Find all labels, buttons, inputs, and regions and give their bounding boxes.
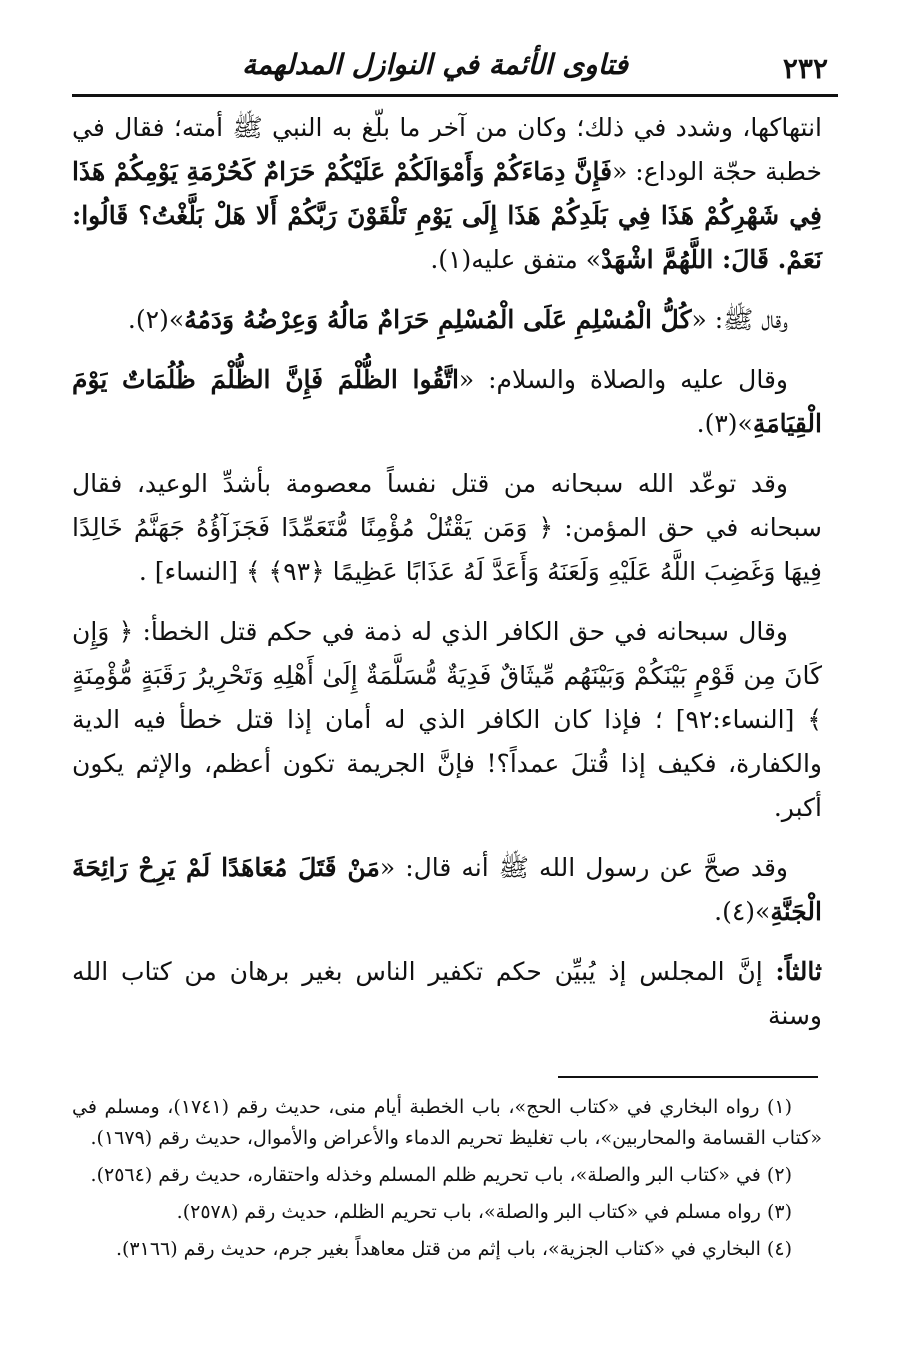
paragraph-1: انتهاكها، وشدد في ذلك؛ وكان من آخر ما بلّغ به النبي ﷺ أمته؛ فقال في خطبة حجّة الوداع: «فَإِنَّ دِمَاءَكُمْ وَأَمْوَالَكُمْ عَلَيْكُمْ حَرَامٌ كَحُرْمَةِ يَوْمِكُمْ هَذَا فِي شَهْرِكُمْ هَذَا فِي بَلَدِكُمْ هَذَا إِلَى يَوْمِ تَلْقَوْنَ رَبَّكُمْ أَلا هَلْ بَلَّغْتُ؟ قَالُوا: نَعَمْ. قَالَ: اللَّهُمَّ اشْهَدْ» متفق عليه(١).: [71, 113, 822, 274]
main-text: [72, 106, 822, 1054]
hadith-quote: اتَّقُوا الظُّلْمَ فَإِنَّ الظُّلْمَ ظُلُمَاتٌ يَوْمَ الْقِيَامَةِ: [72, 365, 822, 438]
paragraph-6: وقد صحَّ عن رسول الله ﷺ أنه قال: «مَنْ قَتَلَ مُعَاهَدًا لَمْ يَرِحْ رَائِحَةَ الْجَنَّةِ»(٤).: [72, 853, 822, 926]
paragraph-7: ثالثاً: إنَّ المجلس إذ يُبيِّن حكم تكفير الناس بغير برهان من كتاب الله وسنة: [72, 957, 822, 1030]
footnote-1: (١) رواه البخاري في «كتاب الحج»، باب الخطبة أيام منى، حديث رقم (١٧٤١)، ومسلم في «كتاب القسامة والمحاربين»، باب تغليظ تحريم الدماء والأعراض والأموال، حديث رقم (١٦٧٩).: [72, 1096, 822, 1149]
hadith-quote: مَنْ قَتَلَ مُعَاهَدًا لَمْ يَرِحْ رَائِحَةَ الْجَنَّةِ: [72, 853, 822, 926]
paragraph-3: وقال عليه والصلاة والسلام: «اتَّقُوا الظُّلْمَ فَإِنَّ الظُّلْمَ ظُلُمَاتٌ يَوْمَ الْقِيَامَةِ»(٣).: [72, 365, 822, 438]
hadith-quote: كُلُّ الْمُسْلِمِ عَلَى الْمُسْلِمِ حَرَامٌ مَالُهُ وَعِرْضُهُ وَدَمُهُ: [184, 305, 692, 334]
paragraph-4: وقد توعّد الله سبحانه من قتل نفساً معصومة بأشدِّ الوعيد، فقال سبحانه في حق المؤمن: ﴿ وَمَن يَقْتُلْ مُؤْمِنًا مُّتَعَمِّدًا فَجَزَآؤُهُ جَهَنَّمُ خَالِدًا فِيهَا وَغَضِبَ اللَّهُ عَلَيْهِ وَلَعَنَهُ وَأَعَدَّ لَهُ عَذَابًا عَظِيمًا ﴿٩٣﴾ ﴾ [النساء] .: [72, 469, 822, 586]
paragraph-2: وقال ﷺ: «كُلُّ الْمُسْلِمِ عَلَى الْمُسْلِمِ حَرَامٌ مَالُهُ وَعِرْضُهُ وَدَمُهُ»(٢).: [127, 305, 788, 334]
footnote-4: (٤) البخاري في «كتاب الجزية»، باب إثم من قتل معاهداً بغير جرم، حديث رقم (٣١٦٦).: [115, 1238, 792, 1260]
footnote-3: (٣) رواه مسلم في «كتاب البر والصلة»، باب تحريم الظلم، حديث رقم (٢٥٧٨).: [176, 1201, 792, 1223]
footnote-rule: [558, 1076, 818, 1078]
running-title: فتاوى الأئمة في النوازل المدلهمة: [242, 48, 629, 81]
footnotes: [72, 1092, 822, 1271]
header-rule: [72, 94, 838, 97]
paragraph-5: وقال سبحانه في حق الكافر الذي له ذمة في حكم قتل الخطأ: ﴿ وَإِن كَانَ مِن قَوْمٍ بَيْنَكُمْ وَبَيْنَهُم مِّيثَاقٌ فَدِيَةٌ مُّسَلَّمَةٌ إِلَىٰ أَهْلِهِ وَتَحْرِيرُ رَقَبَةٍ مُّؤْمِنَةٍ ﴾ [النساء:٩٢] ؛ فإذا كان الكافر الذي له أمان إذا قتل خطأ فيه الدية والكفارة، فكيف إذا قُتلَ عمداً؟! فإنَّ الجريمة تكون أعظم، والإثم يكون أكبر.: [72, 617, 822, 822]
page-number: ٢٣٢: [782, 52, 828, 85]
footnote-2: (٢) في «كتاب البر والصلة»، باب تحريم ظلم المسلم وخذله واحتقاره، حديث رقم (٢٥٦٤).: [90, 1164, 792, 1186]
section-label: ثالثاً:: [775, 957, 822, 986]
hadith-quote: فَإِنَّ دِمَاءَكُمْ وَأَمْوَالَكُمْ عَلَيْكُمْ حَرَامٌ كَحُرْمَةِ يَوْمِكُمْ هَذَا فِي شَهْرِكُمْ هَذَا فِي بَلَدِكُمْ هَذَا إِلَى يَوْمِ تَلْقَوْنَ رَبَّكُمْ أَلا هَلْ بَلَّغْتُ؟ قَالُوا: نَعَمْ. قَالَ: اللَّهُمَّ اشْهَدْ: [71, 157, 822, 274]
page-header: [72, 40, 838, 96]
